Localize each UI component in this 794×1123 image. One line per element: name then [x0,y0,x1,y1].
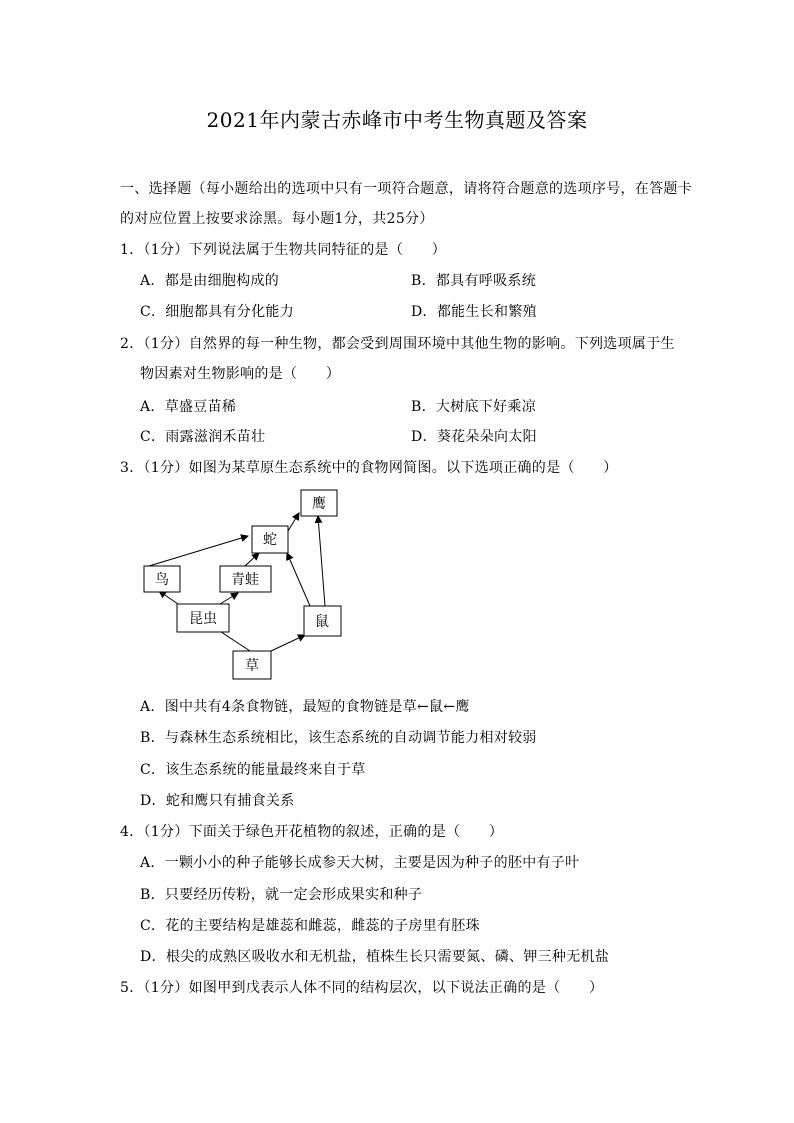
node-bird [144,566,180,592]
node-insect-label: 昆虫 [189,611,217,627]
q4-option-a: A．一颗小小的种子能够长成参天大树，主要是因为种子的胚中有子叶 [140,855,580,871]
q2-stem-line1: 2．（1分）自然界的每一种生物，都会受到周围环境中其他生物的影响。下列选项属于生 [120,336,675,352]
arrow-frog-to-snake [245,553,259,566]
section-heading-line1: 一、选择题（每小题给出的选项中只有一项符合题意，请将符合题意的选项序号，在答题卡 [120,181,692,197]
arrow-insect-to-frog [220,593,238,604]
node-insect [177,604,229,632]
node-snake-label: 蛇 [263,532,277,548]
node-frog [220,566,271,592]
q4-stem: 4．（1分）下面关于绿色开花植物的叙述，正确的是（ ） [120,824,504,840]
q3-option-a: A．图中共有4条食物链，最短的食物链是草←鼠←鹰 [140,699,470,715]
q2-option-d: D．葵花朵朵向太阳 [411,429,537,445]
node-mouse-label: 鼠 [315,614,329,630]
node-eagle [301,490,337,516]
arrow-mouse-to-eagle [318,516,325,606]
q5-stem: 5．（1分）如图甲到戊表示人体不同的结构层次，以下说法正确的是（ ） [120,980,604,996]
arrow-grass-to-mouse [271,635,305,651]
q3-option-d: D．蛇和鹰只有捕食关系 [140,793,295,809]
q1-option-c: C．细胞都具有分化能力 [140,304,295,320]
q4-option-b: B．只要经历传粉，就一定会形成果实和种子 [140,887,423,903]
section-heading-line2: 的对应位置上按要求涂黑。每小题1分，共25分） [120,211,434,227]
q2-option-c: C．雨露滋润禾苗壮 [140,429,266,445]
node-grass-label: 草 [245,658,259,674]
q4-option-c: C．花的主要结构是雄蕊和雌蕊，雌蕊的子房里有胚珠 [140,918,480,934]
node-grass [233,651,271,679]
q4-option-d: D．根尖的成熟区吸收水和无机盐，植株生长只需要氮、磷、钾三种无机盐 [140,949,610,965]
food-web-diagram [140,488,350,682]
q3-option-b: B．与森林生态系统相比，该生态系统的自动调节能力相对较弱 [140,730,537,746]
node-snake [252,526,288,553]
q1-stem: 1．（1分）下列说法属于生物共同特征的是（ ） [120,242,447,258]
q2-option-b: B．大树底下好乘凉 [411,399,536,415]
page-title: 2021年内蒙古赤峰市中考生物真题及答案 [206,108,588,132]
q3-stem: 3．（1分）如图为某草原生态系统中的食物网简图。以下选项正确的是（ ） [120,460,618,476]
arrow-bird-to-snake [149,536,248,566]
arrow-insect-to-bird [159,591,178,604]
node-bird-label: 鸟 [155,572,169,588]
q2-stem-line2: 物因素对生物影响的是（ ） [140,366,341,382]
node-eagle-label: 鹰 [312,496,326,512]
node-frog-label: 青蛙 [231,572,259,588]
q3-option-c: C．该生态系统的能量最终来自于草 [140,762,366,778]
q1-option-a: A．都是由细胞构成的 [140,273,280,289]
q2-option-a: A．草盛豆苗稀 [140,399,237,415]
q1-option-d: D．都能生长和繁殖 [411,304,537,320]
arrow-mouse-to-snake [287,553,310,606]
arrow-snake-to-eagle [288,513,299,531]
q1-option-b: B．都具有呼吸系统 [411,273,536,289]
node-mouse [304,606,341,636]
